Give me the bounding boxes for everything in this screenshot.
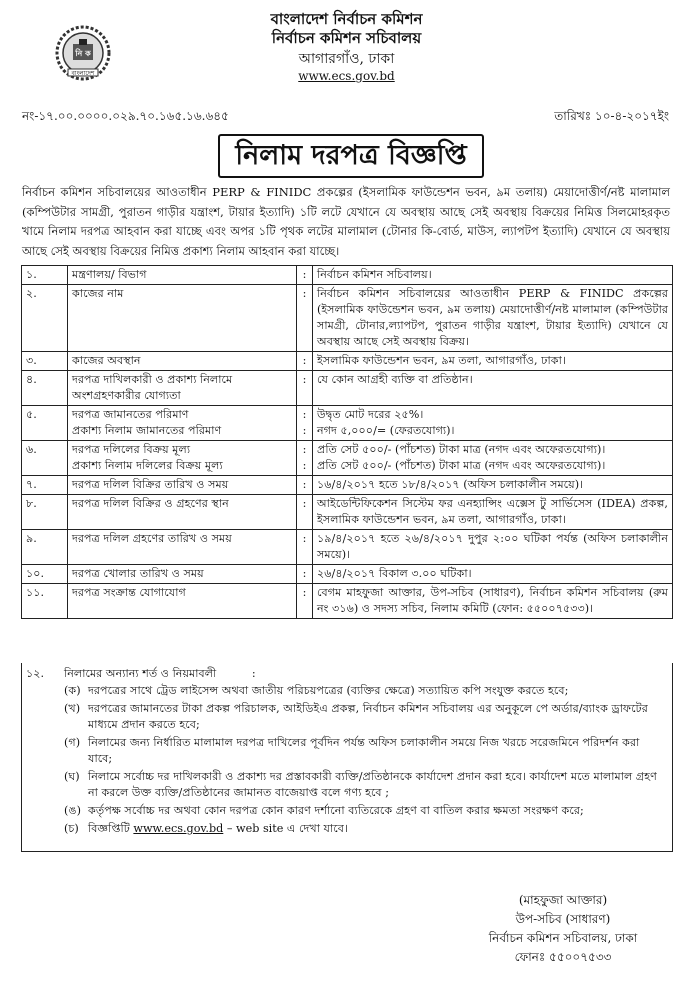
row-number: ৮. (22, 495, 68, 530)
row-value: প্রতি সেট ৫০০/- (পাঁচশত) টাকা মাত্র (নগদ এবং অফেরতযোগ্য)। প্রতি সেট ৫০০/- (পাঁচশত) টাকা মাত্র (নগদ এবং অফেরতযোগ্য)। (313, 441, 673, 476)
signatory-phone: ফোনঃ ৫৫০০৭৫৩৩ (514, 950, 612, 964)
row-value: উদ্বৃত মোট দরের ২৫%। নগদ ৫,০০০/= (ফেরতযোগ্য)। (313, 406, 673, 441)
row-separator: : : (297, 406, 313, 441)
row-label: দরপত্র দলিল বিক্রির তারিখ ও সময় (68, 476, 297, 495)
term-label: (চ) (64, 822, 79, 835)
seal-ribbon: বাংলাদেশ (71, 70, 95, 77)
details-row (22, 285, 673, 352)
row-label: কাজের নাম (68, 285, 297, 352)
row-number: ১১. (22, 584, 68, 619)
row-label: দরপত্র দাখিলকারী ও প্রকাশ্য নিলামে অংশগ্রহণকারীর যোগ্যতা (68, 371, 297, 406)
row-number: ৫. (22, 406, 68, 441)
term-text: নিলামের জন্য নির্ধারিত মালামাল দরপত্র দাখিলের পূর্বদিন পর্যন্ত অফিস চলাকালীন সময়ে নিজ খরচে সরেজমিনে পরিদর্শন করা যাবে; (88, 736, 640, 765)
details-row (22, 584, 673, 619)
details-row (22, 441, 673, 476)
row-label: কাজের অবস্থান (68, 352, 297, 371)
details-row (22, 406, 673, 441)
terms-section (21, 663, 673, 852)
row-value: ১৬/৪/২০১৭ হতে ১৮/৪/২০১৭ (অফিস চলাকালীন সময়ে)। (313, 476, 673, 495)
terms-number: ১২. (26, 667, 45, 680)
row-label: দরপত্র দলিল গ্রহণের তারিখ ও সময় (68, 530, 297, 565)
header-line-2: নির্বাচন কমিশন সচিবালয় (271, 29, 422, 47)
row-value: নির্বাচন কমিশন সচিবালয়। (313, 266, 673, 285)
term-text: কর্তৃপক্ষ সর্বোচ্চ দর অথবা কোন দরপত্র কোন কারণ দর্শানো ব্যতিরেকে গ্রহণ বা বাতিল করার ক্ষমতা সংরক্ষণ করে; (88, 804, 584, 817)
header-website-link[interactable]: www.ecs.gov.bd (298, 69, 395, 83)
details-row (22, 495, 673, 530)
row-label: দরপত্র সংক্রান্ত যোগাযোগ (68, 584, 297, 619)
row-number: ১. (22, 266, 68, 285)
signatory-office: নির্বাচন কমিশন সচিবালয়, ঢাকা (488, 931, 638, 945)
term-label: (ঘ) (64, 770, 80, 783)
term-label: (ঙ) (64, 804, 81, 817)
row-value: বেগম মাহফুজা আক্তার, উপ-সচিব (সাধারণ), নির্বাচন কমিশন সচিবালয় (রুম নং ৩১৬) ও সদস্য সচিব, নিলাম কমিটি (ফোন: ৫৫০০৭৫৩৩)। (313, 584, 673, 619)
row-separator: : (297, 495, 313, 530)
row-value: নির্বাচন কমিশন সচিবালয়ের আওতাধীন PERP & FINIDC প্রকল্পের (ইসলামিক ফাউন্ডেশন ভবন, ৯ম তলায়) মেয়াদোত্তীর্ণ/নষ্ট মালামাল (কম্পিউটার সামগ্রী, টোনার,ল্যাপটপ, পুরাতন গাড়ীর যন্ত্রাংশ, টায়ার ইত্যাদি) যেখানে যে অবস্থায় আছে সেই অবস্থায় বিক্রয়। (313, 285, 673, 352)
header-line-1: বাংলাদেশ নির্বাচন কমিশন (270, 10, 423, 28)
term-text (88, 821, 664, 837)
row-value: আইডেন্টিফিকেশন সিস্টেম ফর এনহ্যান্সিং এক্সেস টু সার্ভিসেস (IDEA) প্রকল্প, ইসলামিক ফাউন্ডেশন ভবন, ৯ম তলা, আগারগাঁও, ঢাকা। (313, 495, 673, 530)
intro-paragraph: নির্বাচন কমিশন সচিবালয়ের আওতাধীন PERP & FINIDC প্রকল্পের (ইসলামিক ফাউন্ডেশন ভবন, ৯ম তলায়) মেয়াদোত্তীর্ণ/নষ্ট মালামাল (কম্পিউটার সামগ্রী, পুরাতন গাড়ীর যন্ত্রাংশ, টায়ার ইত্যাদি) ১টি লটে যেখানে যে অবস্থায় আছে সেই অবস্থায় বিক্রয়ের নিমিত্ত সিলমোহরকৃত খামে নিলাম দরপত্র আহবান করা যাচ্ছে এবং অপর ১টি পৃথক লটের মালামাল (টোনার কি-বোর্ড, মাউস, ল্যাপটপ ইত্যাদি) যেখানে যে অবস্থায় আছে সেই অবস্থায় বিক্রয়ের নিমিত্ত প্রকাশ্য নিলাম আহবান করা যাচ্ছে। (22, 185, 670, 258)
row-separator: : (297, 266, 313, 285)
details-table (21, 265, 673, 619)
row-separator: : (297, 530, 313, 565)
term-item-website (64, 821, 664, 837)
row-number: ৬. (22, 441, 68, 476)
term-text: দরপত্রের সাথে ট্রেড লাইসেন্স অথবা জাতীয় পরিচয়পত্রের (ব্যক্তির ক্ষেত্রে) সত্যায়িত কপি সংযুক্ত করতে হবে; (88, 684, 569, 697)
term-label: (খ) (64, 702, 81, 715)
row-value: যে কোন আগ্রহী ব্যক্তি বা প্রতিষ্ঠান। (313, 371, 673, 406)
row-label: দরপত্র দলিল বিক্রির ও গ্রহণের স্থান (68, 495, 297, 530)
term-item (64, 735, 664, 767)
row-number: ৯. (22, 530, 68, 565)
details-row (22, 371, 673, 406)
memo-date: তারিখঃ ১০-৪-২০১৭ইং (554, 109, 669, 123)
details-row (22, 266, 673, 285)
row-separator: : (297, 285, 313, 352)
row-label: দরপত্র দলিলের বিক্রয় মূল্য প্রকাশ্য নিলাম দলিলের বিক্রয় মূল্য (68, 441, 297, 476)
header-line-3: আগারগাঁও, ঢাকা (298, 51, 395, 67)
term-item (64, 683, 664, 699)
term-text: দরপত্রের জামানতের টাকা প্রকল্প পরিচালক, আইডিইএ প্রকল্প, নির্বাচন কমিশন সচিবালয় এর অনুকূলে পে অর্ডার/ব্যাংক ড্রাফটের মাধ্যমে প্রদান করতে হবে; (88, 702, 648, 731)
row-separator: : (297, 371, 313, 406)
memo-number: নং-১৭.০০.০০০০.০২৯.৭০.১৬৫.১৬.৬৪৫ (22, 109, 229, 123)
row-label: দরপত্র খোলার তারিখ ও সময় (68, 565, 297, 584)
details-row (22, 352, 673, 371)
row-value: ১৯/৪/২০১৭ হতে ২৬/৪/২০১৭ দুপুর ২:০০ ঘটিকা পর্যন্ত (অফিস চলাকালীন সময়ে)। (313, 530, 673, 565)
row-separator: : (297, 476, 313, 495)
notice-title: নিলাম দরপত্র বিজ্ঞপ্তি (218, 134, 484, 178)
term-item (64, 769, 664, 801)
term-item (64, 701, 664, 733)
row-number: ৭. (22, 476, 68, 495)
row-separator: : (297, 584, 313, 619)
term-text-post: – web site এ দেখা যাবে। (226, 822, 348, 835)
terms-heading: নিলামের অন্যান্য শর্ত ও নিয়মাবলী : (64, 667, 256, 680)
details-row (22, 476, 673, 495)
website-link[interactable]: www.ecs.gov.bd (133, 822, 224, 835)
term-item (64, 803, 664, 819)
terms-list (64, 683, 664, 839)
row-separator: : (297, 352, 313, 371)
row-label: দরপত্র জামানতের পরিমাণ প্রকাশ্য নিলাম জামানতের পরিমাণ (68, 406, 297, 441)
row-label: মন্ত্রণালয়/ বিভাগ (68, 266, 297, 285)
seal-text: নি ক (75, 48, 91, 58)
signatory-name: (মাহফুজা আক্তার) (518, 893, 608, 907)
term-text: নিলামে সর্বোচ্চ দর দাখিলকারী ও প্রকাশ্য দর প্রস্তাবকারী ব্যক্তি/প্রতিষ্ঠানকে কার্যাদেশ প্রদান করা হবে। কার্যাদেশ মতে মালামাল গ্রহণ না করলে উক্ত ব্যক্তি/প্রতিষ্ঠানের জামানত বাজেয়াপ্ত বলে গণ্য হবে ; (88, 770, 657, 799)
term-label: (গ) (64, 736, 81, 749)
signatory-designation: উপ-সচিব (সাধারণ) (515, 912, 611, 926)
row-value: ২৬/৪/২০১৭ বিকাল ৩.০০ ঘটিকা। (313, 565, 673, 584)
row-number: ২. (22, 285, 68, 352)
details-row (22, 530, 673, 565)
details-row (22, 565, 673, 584)
row-separator: : (297, 565, 313, 584)
row-value: ইসলামিক ফাউন্ডেশন ভবন, ৯ম তলা, আগারগাঁও, ঢাকা। (313, 352, 673, 371)
term-label: (ক) (64, 684, 81, 697)
term-text-pre: বিজ্ঞপ্তিটি (88, 822, 130, 835)
row-number: ১০. (22, 565, 68, 584)
row-number: ৩. (22, 352, 68, 371)
row-number: ৪. (22, 371, 68, 406)
row-separator: : : (297, 441, 313, 476)
